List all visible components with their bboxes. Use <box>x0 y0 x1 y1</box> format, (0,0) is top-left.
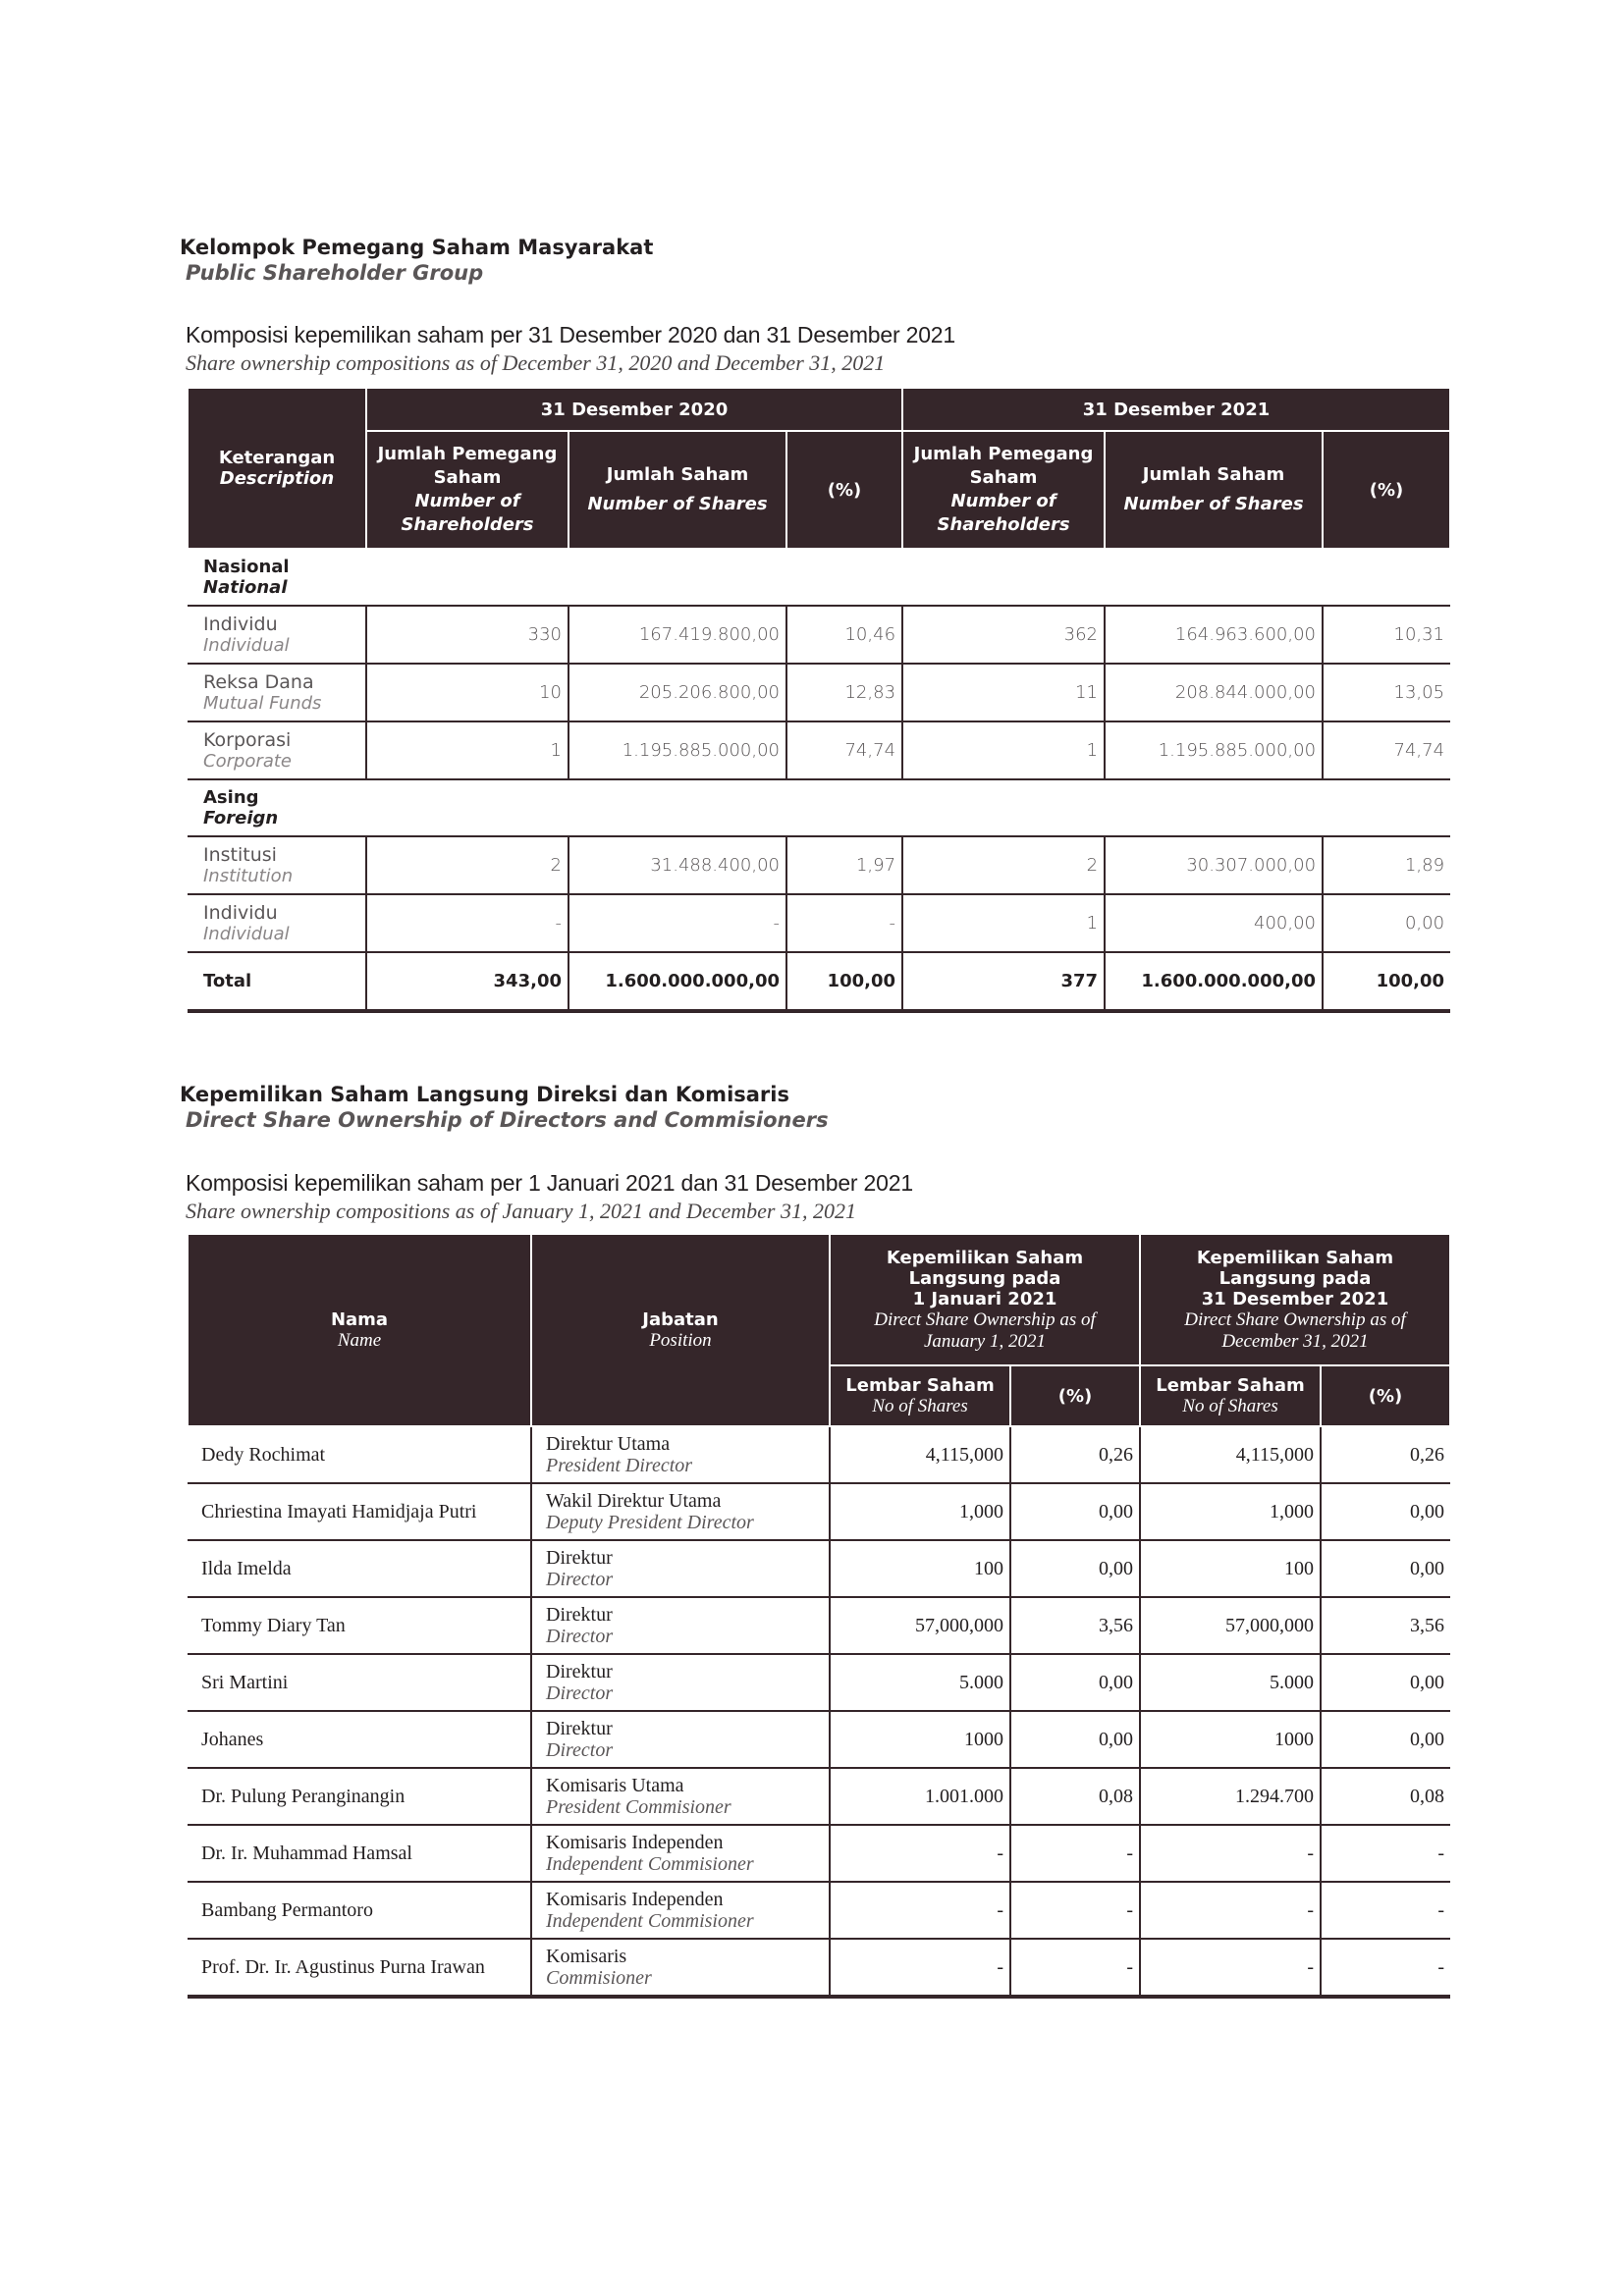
table-cell: Ilda Imelda <box>188 1540 531 1597</box>
table-cell: Johanes <box>188 1711 531 1768</box>
table-cell: 0,00 <box>1010 1654 1140 1711</box>
table-cell: 12,83 <box>786 664 902 721</box>
table-row <box>188 1597 1450 1654</box>
table-cell <box>188 779 1450 836</box>
table-cell: 3,56 <box>1321 1597 1450 1654</box>
table-cell: 0,08 <box>1321 1768 1450 1825</box>
table-cell: - <box>366 894 568 952</box>
header-shares-2020: Jumlah Saham Number of Shares <box>568 431 786 549</box>
table-cell: 5.000 <box>1140 1654 1321 1711</box>
section2-heading-block <box>180 1083 1446 1132</box>
table-cell: 330 <box>366 606 568 664</box>
table-cell: 1 <box>366 721 568 779</box>
table-row <box>188 894 1450 952</box>
section1-heading-en: Public Shareholder Group <box>186 261 484 285</box>
total-row <box>188 952 1450 1011</box>
table-cell: 2 <box>902 836 1105 894</box>
table-cell: Prof. Dr. Ir. Agustinus Purna Irawan <box>188 1939 531 1997</box>
table-cell: 1,97 <box>786 836 902 894</box>
table-cell: 10,46 <box>786 606 902 664</box>
header-shares-2021: Jumlah Saham Number of Shares <box>1105 431 1323 549</box>
table-cell: 100 <box>1140 1540 1321 1597</box>
header-pct-2020: (%) <box>786 431 902 549</box>
table-cell: 74,74 <box>1323 721 1450 779</box>
table-cell: Komisaris Independen Independent Commisioner <box>531 1882 830 1939</box>
table-cell: 1 <box>902 894 1105 952</box>
header-position: Jabatan Position <box>531 1234 830 1426</box>
table-cell: 4,115,000 <box>830 1426 1010 1483</box>
table-cell: Institusi Institution <box>188 836 366 894</box>
table-row <box>188 1768 1450 1825</box>
table-cell: - <box>1321 1825 1450 1882</box>
table-row <box>188 1825 1450 1882</box>
table-cell: Korporasi Corporate <box>188 721 366 779</box>
table-row <box>188 721 1450 779</box>
table-cell: 1000 <box>1140 1711 1321 1768</box>
header-holders-2021: Jumlah Pemegang Saham Number of Shareholders <box>902 431 1105 549</box>
table-cell: - <box>1321 1939 1450 1997</box>
table-cell: - <box>786 894 902 952</box>
table-cell: Tommy Diary Tan <box>188 1597 531 1654</box>
header-ownership-jan-2021: Kepemilikan Saham Langsung pada 1 Januari 2021 Direct Share Ownership as of January 1, 2021 <box>830 1234 1140 1365</box>
table-cell: 57,000,000 <box>1140 1597 1321 1654</box>
table-cell: - <box>1010 1825 1140 1882</box>
table-cell: 11 <box>902 664 1105 721</box>
table-cell: 3,56 <box>1010 1597 1140 1654</box>
table-row <box>188 1654 1450 1711</box>
table1-title-en: Share ownership compositions as of December 31, 2020 and December 31, 2021 <box>186 350 886 375</box>
header-pct-2021: (%) <box>1323 431 1450 549</box>
header-holders-2020: Jumlah Pemegang Saham Number of Shareholders <box>366 431 568 549</box>
header-name: Nama Name <box>188 1234 531 1426</box>
table-cell: 400,00 <box>1105 894 1323 952</box>
table-cell: Komisaris Utama President Commisioner <box>531 1768 830 1825</box>
section1-heading-block <box>180 236 1446 285</box>
section1-heading: Kelompok Pemegang Saham Masyarakat <box>180 236 654 259</box>
table-cell: Dr. Pulung Peranginangin <box>188 1768 531 1825</box>
table2-title: Komposisi kepemilikan saham per 1 Januari 2021 dan 31 Desember 2021 <box>186 1170 913 1196</box>
table-cell: 0,00 <box>1321 1711 1450 1768</box>
table-cell: - <box>568 894 786 952</box>
table-cell: 164.963.600,00 <box>1105 606 1323 664</box>
table-cell: 74,74 <box>786 721 902 779</box>
table-row <box>188 1483 1450 1540</box>
table-row <box>188 1426 1450 1483</box>
table-row <box>188 606 1450 664</box>
section2-heading: Kepemilikan Saham Langsung Direksi dan Komisaris <box>180 1083 789 1106</box>
header-shares-dec: Lembar Saham No of Shares <box>1140 1365 1321 1426</box>
header-pct-dec: (%) <box>1321 1365 1450 1426</box>
table-cell: Individu Individual <box>188 894 366 952</box>
table-cell: Dr. Ir. Muhammad Hamsal <box>188 1825 531 1882</box>
table-cell: 0,00 <box>1010 1483 1140 1540</box>
table-cell: - <box>1140 1882 1321 1939</box>
table-cell: 100 <box>830 1540 1010 1597</box>
table-cell: 208.844.000,00 <box>1105 664 1323 721</box>
group-row-foreign <box>188 779 1450 836</box>
table-cell: 5.000 <box>830 1654 1010 1711</box>
table-row <box>188 1882 1450 1939</box>
table-cell: 1.195.885.000,00 <box>568 721 786 779</box>
header-ownership-dec-2021: Kepemilikan Saham Langsung pada 31 Desember 2021 Direct Share Ownership as of December 31, 2021 <box>1140 1234 1450 1365</box>
table-cell: 13,05 <box>1323 664 1450 721</box>
table-cell: - <box>1140 1939 1321 1997</box>
table-cell: Direktur Director <box>531 1597 830 1654</box>
group-national-label-en: National <box>203 577 288 598</box>
table-cell: 0,00 <box>1010 1540 1140 1597</box>
group-row-national <box>188 549 1450 606</box>
table1-title: Komposisi kepemilikan saham per 31 Desember 2020 dan 31 Desember 2021 <box>186 322 955 347</box>
table-cell: 0,00 <box>1323 894 1450 952</box>
table-cell: Reksa Dana Mutual Funds <box>188 664 366 721</box>
section2-heading-en: Direct Share Ownership of Directors and Commisioners <box>186 1108 829 1132</box>
table-cell: 10,31 <box>1323 606 1450 664</box>
table-cell: 57,000,000 <box>830 1597 1010 1654</box>
table-cell: 205.206.800,00 <box>568 664 786 721</box>
table-cell: Komisaris Independen Independent Commisioner <box>531 1825 830 1882</box>
table-cell: Direktur Director <box>531 1540 830 1597</box>
table-cell: Komisaris Commisioner <box>531 1939 830 1997</box>
header-period-2020: 31 Desember 2020 <box>366 388 902 431</box>
table-cell: 167.419.800,00 <box>568 606 786 664</box>
header-pct-jan: (%) <box>1010 1365 1140 1426</box>
table-cell: Direktur Director <box>531 1711 830 1768</box>
table-cell: 343,00 <box>366 952 568 1011</box>
table-cell: - <box>830 1825 1010 1882</box>
table-cell: 1.195.885.000,00 <box>1105 721 1323 779</box>
header-description: Keterangan Description <box>188 388 366 549</box>
table-cell: 31.488.400,00 <box>568 836 786 894</box>
table-row <box>188 1939 1450 1997</box>
table-cell: Sri Martini <box>188 1654 531 1711</box>
table-cell: Individu Individual <box>188 606 366 664</box>
table-cell: Chriestina Imayati Hamidjaja Putri <box>188 1483 531 1540</box>
table-cell: Wakil Direktur Utama Deputy President Director <box>531 1483 830 1540</box>
table-cell: - <box>1140 1825 1321 1882</box>
table-cell: 0,00 <box>1321 1540 1450 1597</box>
table-cell: 1.600.000.000,00 <box>568 952 786 1011</box>
header-shares-jan: Lembar Saham No of Shares <box>830 1365 1010 1426</box>
table-cell: 30.307.000,00 <box>1105 836 1323 894</box>
table-cell: 1000 <box>830 1711 1010 1768</box>
table-cell: 4,115,000 <box>1140 1426 1321 1483</box>
table-cell: 10 <box>366 664 568 721</box>
table-cell: 362 <box>902 606 1105 664</box>
table-row <box>188 664 1450 721</box>
table-row <box>188 1711 1450 1768</box>
table-cell: 1,000 <box>830 1483 1010 1540</box>
table-cell: 0,00 <box>1321 1483 1450 1540</box>
table-cell: Bambang Permantoro <box>188 1882 531 1939</box>
header-period-2021: 31 Desember 2021 <box>902 388 1450 431</box>
table-cell: - <box>1010 1939 1140 1997</box>
table-cell: 0,26 <box>1321 1426 1450 1483</box>
table-cell: - <box>1010 1882 1140 1939</box>
public-shareholder-table <box>187 387 1451 1013</box>
table-cell: - <box>830 1939 1010 1997</box>
table2-title-en: Share ownership compositions as of January 1, 2021 and December 31, 2021 <box>186 1199 856 1223</box>
table-cell: Dedy Rochimat <box>188 1426 531 1483</box>
table-cell: 377 <box>902 952 1105 1011</box>
table-cell: 1.001.000 <box>830 1768 1010 1825</box>
table-cell: 1 <box>902 721 1105 779</box>
table-cell: 0,00 <box>1321 1654 1450 1711</box>
table-cell: 1.600.000.000,00 <box>1105 952 1323 1011</box>
table-cell: 2 <box>366 836 568 894</box>
table2-title-block <box>180 1170 1446 1224</box>
table-cell: 0,00 <box>1010 1711 1140 1768</box>
table-cell: 100,00 <box>786 952 902 1011</box>
table-row <box>188 836 1450 894</box>
table-cell: Total <box>188 952 366 1011</box>
table-row <box>188 1540 1450 1597</box>
table-cell: 1,000 <box>1140 1483 1321 1540</box>
table-cell: 1.294.700 <box>1140 1768 1321 1825</box>
table-cell: 0,08 <box>1010 1768 1140 1825</box>
table-cell: 0,26 <box>1010 1426 1140 1483</box>
table-cell <box>188 549 1450 606</box>
director-ownership-table <box>187 1233 1451 1999</box>
group-national-label: Nasional <box>203 557 290 577</box>
table-cell: 100,00 <box>1323 952 1450 1011</box>
group-foreign-label-en: Foreign <box>203 808 279 828</box>
table-cell: 1,89 <box>1323 836 1450 894</box>
table1-title-block <box>180 322 1446 376</box>
table-cell: - <box>1321 1882 1450 1939</box>
group-foreign-label: Asing <box>203 787 259 808</box>
table-cell: Direktur Utama President Director <box>531 1426 830 1483</box>
table-cell: - <box>830 1882 1010 1939</box>
table-cell: Direktur Director <box>531 1654 830 1711</box>
